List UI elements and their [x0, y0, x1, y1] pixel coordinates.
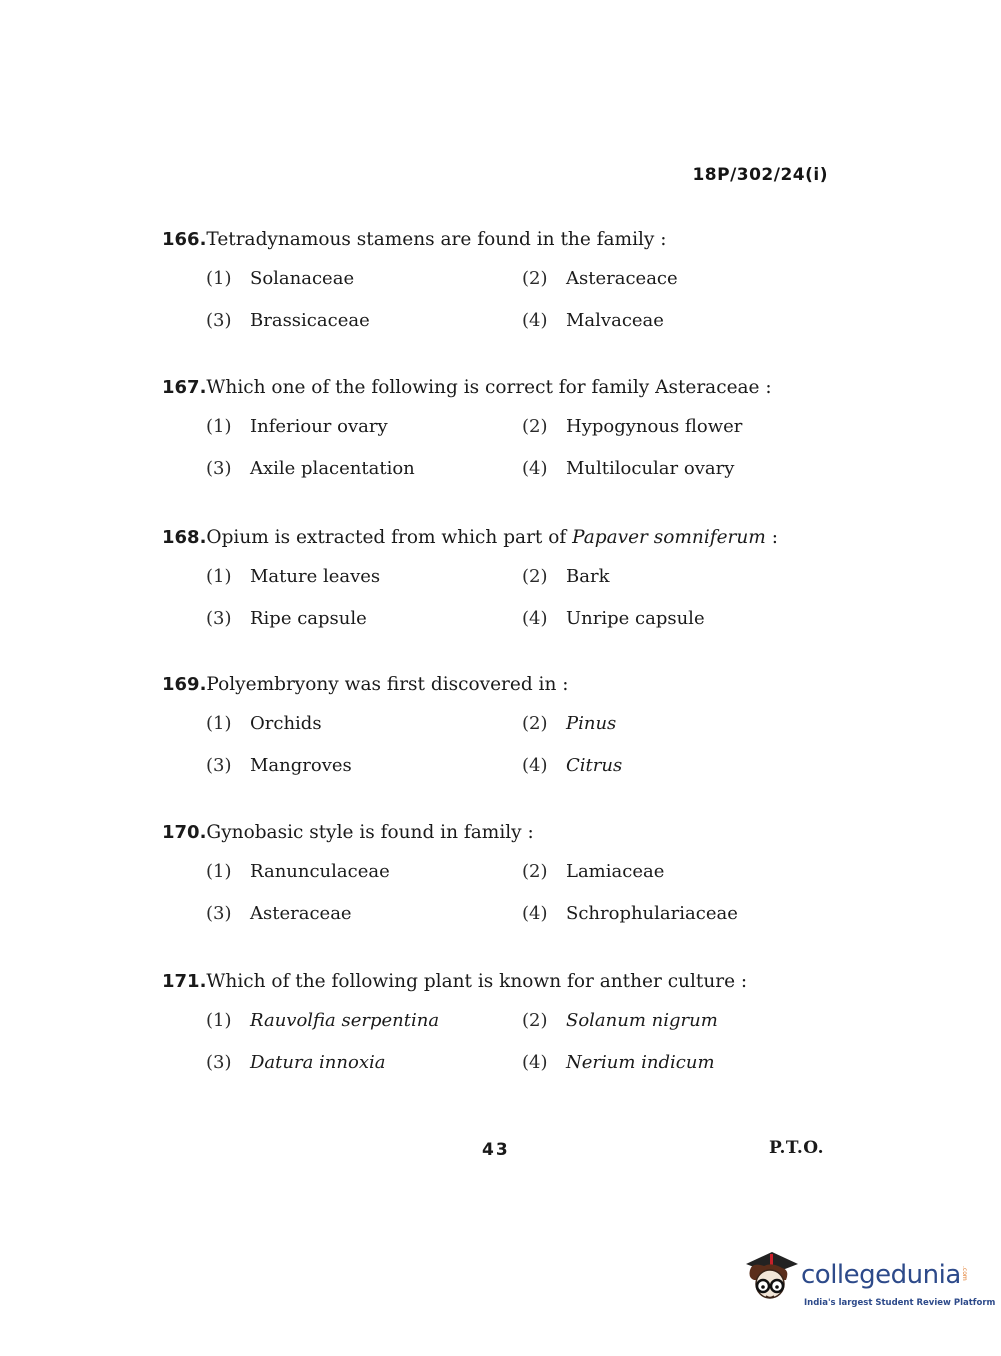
- option-text: Ripe capsule: [250, 608, 367, 629]
- option-number: (4): [522, 458, 548, 479]
- option-number: (1): [206, 861, 232, 882]
- option-3: [206, 755, 352, 776]
- logo-wordmark: collegedunia: [801, 1260, 961, 1290]
- question-number: 171.: [162, 971, 207, 992]
- option-2: [522, 1010, 718, 1031]
- question-169: [162, 673, 782, 785]
- option-number: (2): [522, 713, 548, 734]
- option-number: (4): [522, 755, 548, 776]
- question-171: [162, 970, 782, 1082]
- option-text: Solanaceae: [250, 268, 355, 289]
- option-number: (2): [522, 1010, 548, 1031]
- option-number: (1): [206, 1010, 232, 1031]
- option-1: [206, 416, 388, 437]
- option-number: (3): [206, 458, 232, 479]
- option-text: Schrophulariaceae: [566, 903, 738, 924]
- option-number: (3): [206, 608, 232, 629]
- option-text: Datura innoxia: [250, 1052, 386, 1073]
- question-stem: [162, 376, 782, 400]
- question-stem: [162, 673, 782, 697]
- option-row: [162, 713, 782, 743]
- option-number: (3): [206, 1052, 232, 1073]
- species-name: Papaver somniferum: [572, 527, 766, 548]
- option-row: [162, 1052, 782, 1082]
- option-row: [162, 416, 782, 446]
- question-number: 170.: [162, 822, 207, 843]
- option-2: [522, 713, 616, 734]
- option-number: (2): [522, 861, 548, 882]
- option-3: [206, 903, 352, 924]
- option-number: (1): [206, 566, 232, 587]
- option-text: Citrus: [566, 755, 623, 776]
- option-row: [162, 458, 782, 488]
- collegedunia-logo: [742, 1250, 996, 1320]
- option-text: Multilocular ovary: [566, 458, 735, 479]
- option-3: [206, 608, 367, 629]
- option-number: (2): [522, 268, 548, 289]
- option-2: [522, 416, 742, 437]
- question-166: [162, 228, 782, 340]
- question-stem: [162, 228, 782, 252]
- question-167: [162, 376, 782, 488]
- option-number: (3): [206, 755, 232, 776]
- option-text: Nerium indicum: [566, 1052, 715, 1073]
- option-number: (4): [522, 310, 548, 331]
- question-text: Polyembryony was first discovered in :: [206, 674, 569, 695]
- logo-tagline: India's largest Student Review Platform: [804, 1298, 996, 1308]
- option-text: Rauvolfia serpentina: [250, 1010, 440, 1031]
- question-text-end: :: [765, 527, 778, 548]
- option-1: [206, 566, 380, 587]
- option-text: Solanum nigrum: [566, 1010, 718, 1031]
- pto-label: P.T.O.: [769, 1138, 824, 1158]
- option-number: (4): [522, 1052, 548, 1073]
- option-text: Brassicaceae: [250, 310, 370, 331]
- option-text: Bark: [566, 566, 610, 587]
- option-text: Malvaceae: [566, 310, 664, 331]
- option-3: [206, 1052, 385, 1073]
- option-row: [162, 608, 782, 638]
- option-3: [206, 310, 370, 331]
- question-stem: [162, 526, 782, 550]
- option-number: (1): [206, 416, 232, 437]
- option-1: [206, 713, 322, 734]
- option-number: (3): [206, 903, 232, 924]
- option-1: [206, 1010, 439, 1031]
- option-row: [162, 268, 782, 298]
- option-4: [522, 310, 664, 331]
- option-number: (1): [206, 268, 232, 289]
- question-number: 166.: [162, 229, 207, 250]
- option-text: Hypogynous flower: [566, 416, 743, 437]
- option-2: [522, 268, 678, 289]
- option-2: [522, 566, 609, 587]
- option-text: Lamiaceae: [566, 861, 665, 882]
- question-number: 168.: [162, 527, 207, 548]
- option-3: [206, 458, 415, 479]
- option-row: [162, 903, 782, 933]
- mascot-icon: [742, 1250, 798, 1310]
- option-text: Mature leaves: [250, 566, 381, 587]
- question-stem: [162, 970, 782, 994]
- option-4: [522, 903, 738, 924]
- option-row: [162, 566, 782, 596]
- option-number: (2): [522, 566, 548, 587]
- question-168: [162, 526, 782, 638]
- option-text: Asteraceace: [566, 268, 678, 289]
- option-number: (1): [206, 713, 232, 734]
- option-1: [206, 861, 390, 882]
- option-4: [522, 755, 622, 776]
- option-1: [206, 268, 354, 289]
- option-text: Orchids: [250, 713, 322, 734]
- option-4: [522, 608, 705, 629]
- option-number: (2): [522, 416, 548, 437]
- option-text: Unripe capsule: [566, 608, 705, 629]
- option-row: [162, 755, 782, 785]
- option-text: Axile placentation: [250, 458, 415, 479]
- question-text: Tetradynamous stamens are found in the family :: [206, 229, 667, 250]
- option-number: (4): [522, 608, 548, 629]
- option-4: [522, 1052, 715, 1073]
- question-text: Gynobasic style is found in family :: [206, 822, 534, 843]
- option-row: [162, 861, 782, 891]
- paper-code: 18P/302/24(i): [692, 165, 828, 185]
- option-text: Ranunculaceae: [250, 861, 390, 882]
- option-2: [522, 861, 664, 882]
- option-number: (3): [206, 310, 232, 331]
- logo-suffix: .com: [961, 1266, 968, 1281]
- question-170: [162, 821, 782, 933]
- option-text: Pinus: [566, 713, 617, 734]
- option-text: Asteraceae: [250, 903, 352, 924]
- option-row: [162, 310, 782, 340]
- option-text: Mangroves: [250, 755, 352, 776]
- question-number: 169.: [162, 674, 207, 695]
- option-text: Inferiour ovary: [250, 416, 388, 437]
- question-text: Which of the following plant is known for anther culture :: [206, 971, 748, 992]
- question-text: Which one of the following is correct for family Asteraceae :: [206, 377, 772, 398]
- page-number: 43: [482, 1140, 510, 1160]
- question-number: 167.: [162, 377, 207, 398]
- option-number: (4): [522, 903, 548, 924]
- question-stem: [162, 821, 782, 845]
- question-text: Opium is extracted from which part of: [206, 527, 573, 548]
- option-4: [522, 458, 734, 479]
- option-row: [162, 1010, 782, 1040]
